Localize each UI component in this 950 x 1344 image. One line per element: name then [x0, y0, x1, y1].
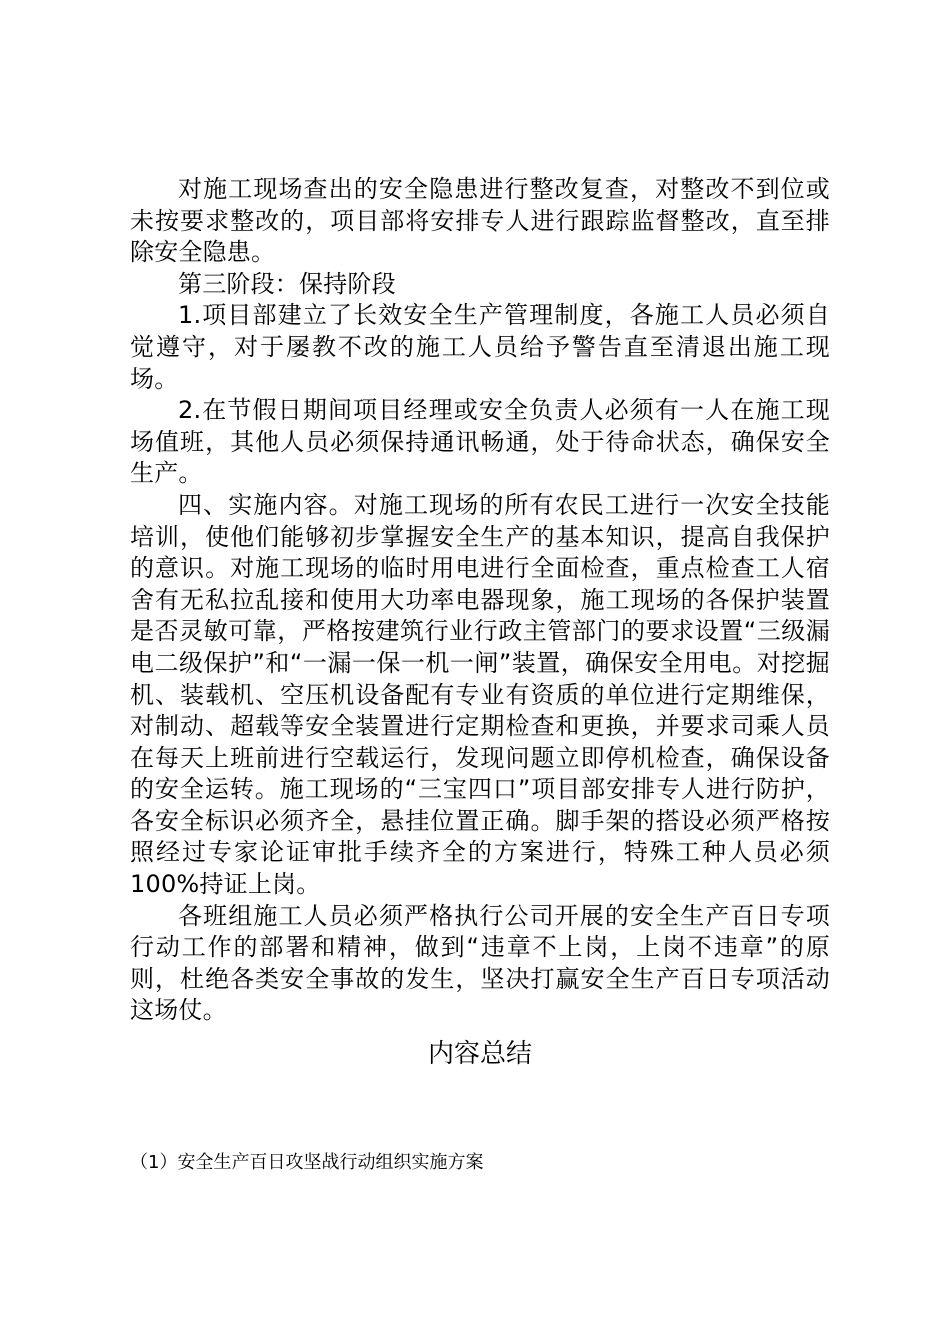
summary-title: 内容总结	[427, 1039, 532, 1069]
paragraph-item-1: 1.项目部建立了长效安全生产管理制度，各施工人员必须自觉遵守，对于屡教不改的施工人员给予警告直至清退出施工现场。	[130, 301, 830, 393]
paragraph-item-2: 2.在节假日期间项目经理或安全负责人必须有一人在施工现场值班，其他人员必须保持通讯畅通，处于待命状态，确保安全生产。	[130, 396, 830, 488]
paragraph-implementation: 四、实施内容。对施工现场的所有农民工进行一次安全技能培训，使他们能够初步掌握安全生产的基本知识，提高自我保护的意识。对施工现场的临时用电进行全面检查，重点检查工人宿舍有无私拉乱接和使用大功率电器现象，施工现场的各保护装置是否灵敏可靠，严格按建筑行业行政主管部门的要求设置“三级漏电二级保护”和“一漏一保一机一闸”装置，确保安全用电。对挖掘机、装载机、空压机设备配有专业有资质的单位进行定期维保，对制动、超载等安全装置进行定期检查和更换，并要求司乘人员在每天上班前进行空载运行，发现问题立即停机检查，确保设备的安全运转。施工现场的“三宝四口”项目部安排专人进行防护，各安全标识必须齐全，悬挂位置正确。脚手架的搭设必须严格按照经过专家论证审批手续齐全的方案进行，特殊工种人员必须100%持证上岗。	[130, 490, 830, 899]
summary-item: （1）安全生产百日攻坚战行动组织实施方案	[130, 1152, 484, 1173]
paragraph-phase-three-heading: 第三阶段：保持阶段	[178, 269, 396, 298]
paragraph-conclusion: 各班组施工人员必须严格执行公司开展的安全生产百日专项行动工作的部署和精神，做到“违章不上岗，上岗不违章”的原则，杜绝各类安全事故的发生，坚决打赢安全生产百日专项活动这场仗。	[130, 901, 830, 1025]
paragraph-rectification-review: 对施工现场查出的安全隐患进行整改复查，对整改不到位或未按要求整改的，项目部将安排专人进行跟踪监督整改，直至排除安全隐患。	[130, 175, 830, 267]
document-body	[130, 174, 830, 1027]
